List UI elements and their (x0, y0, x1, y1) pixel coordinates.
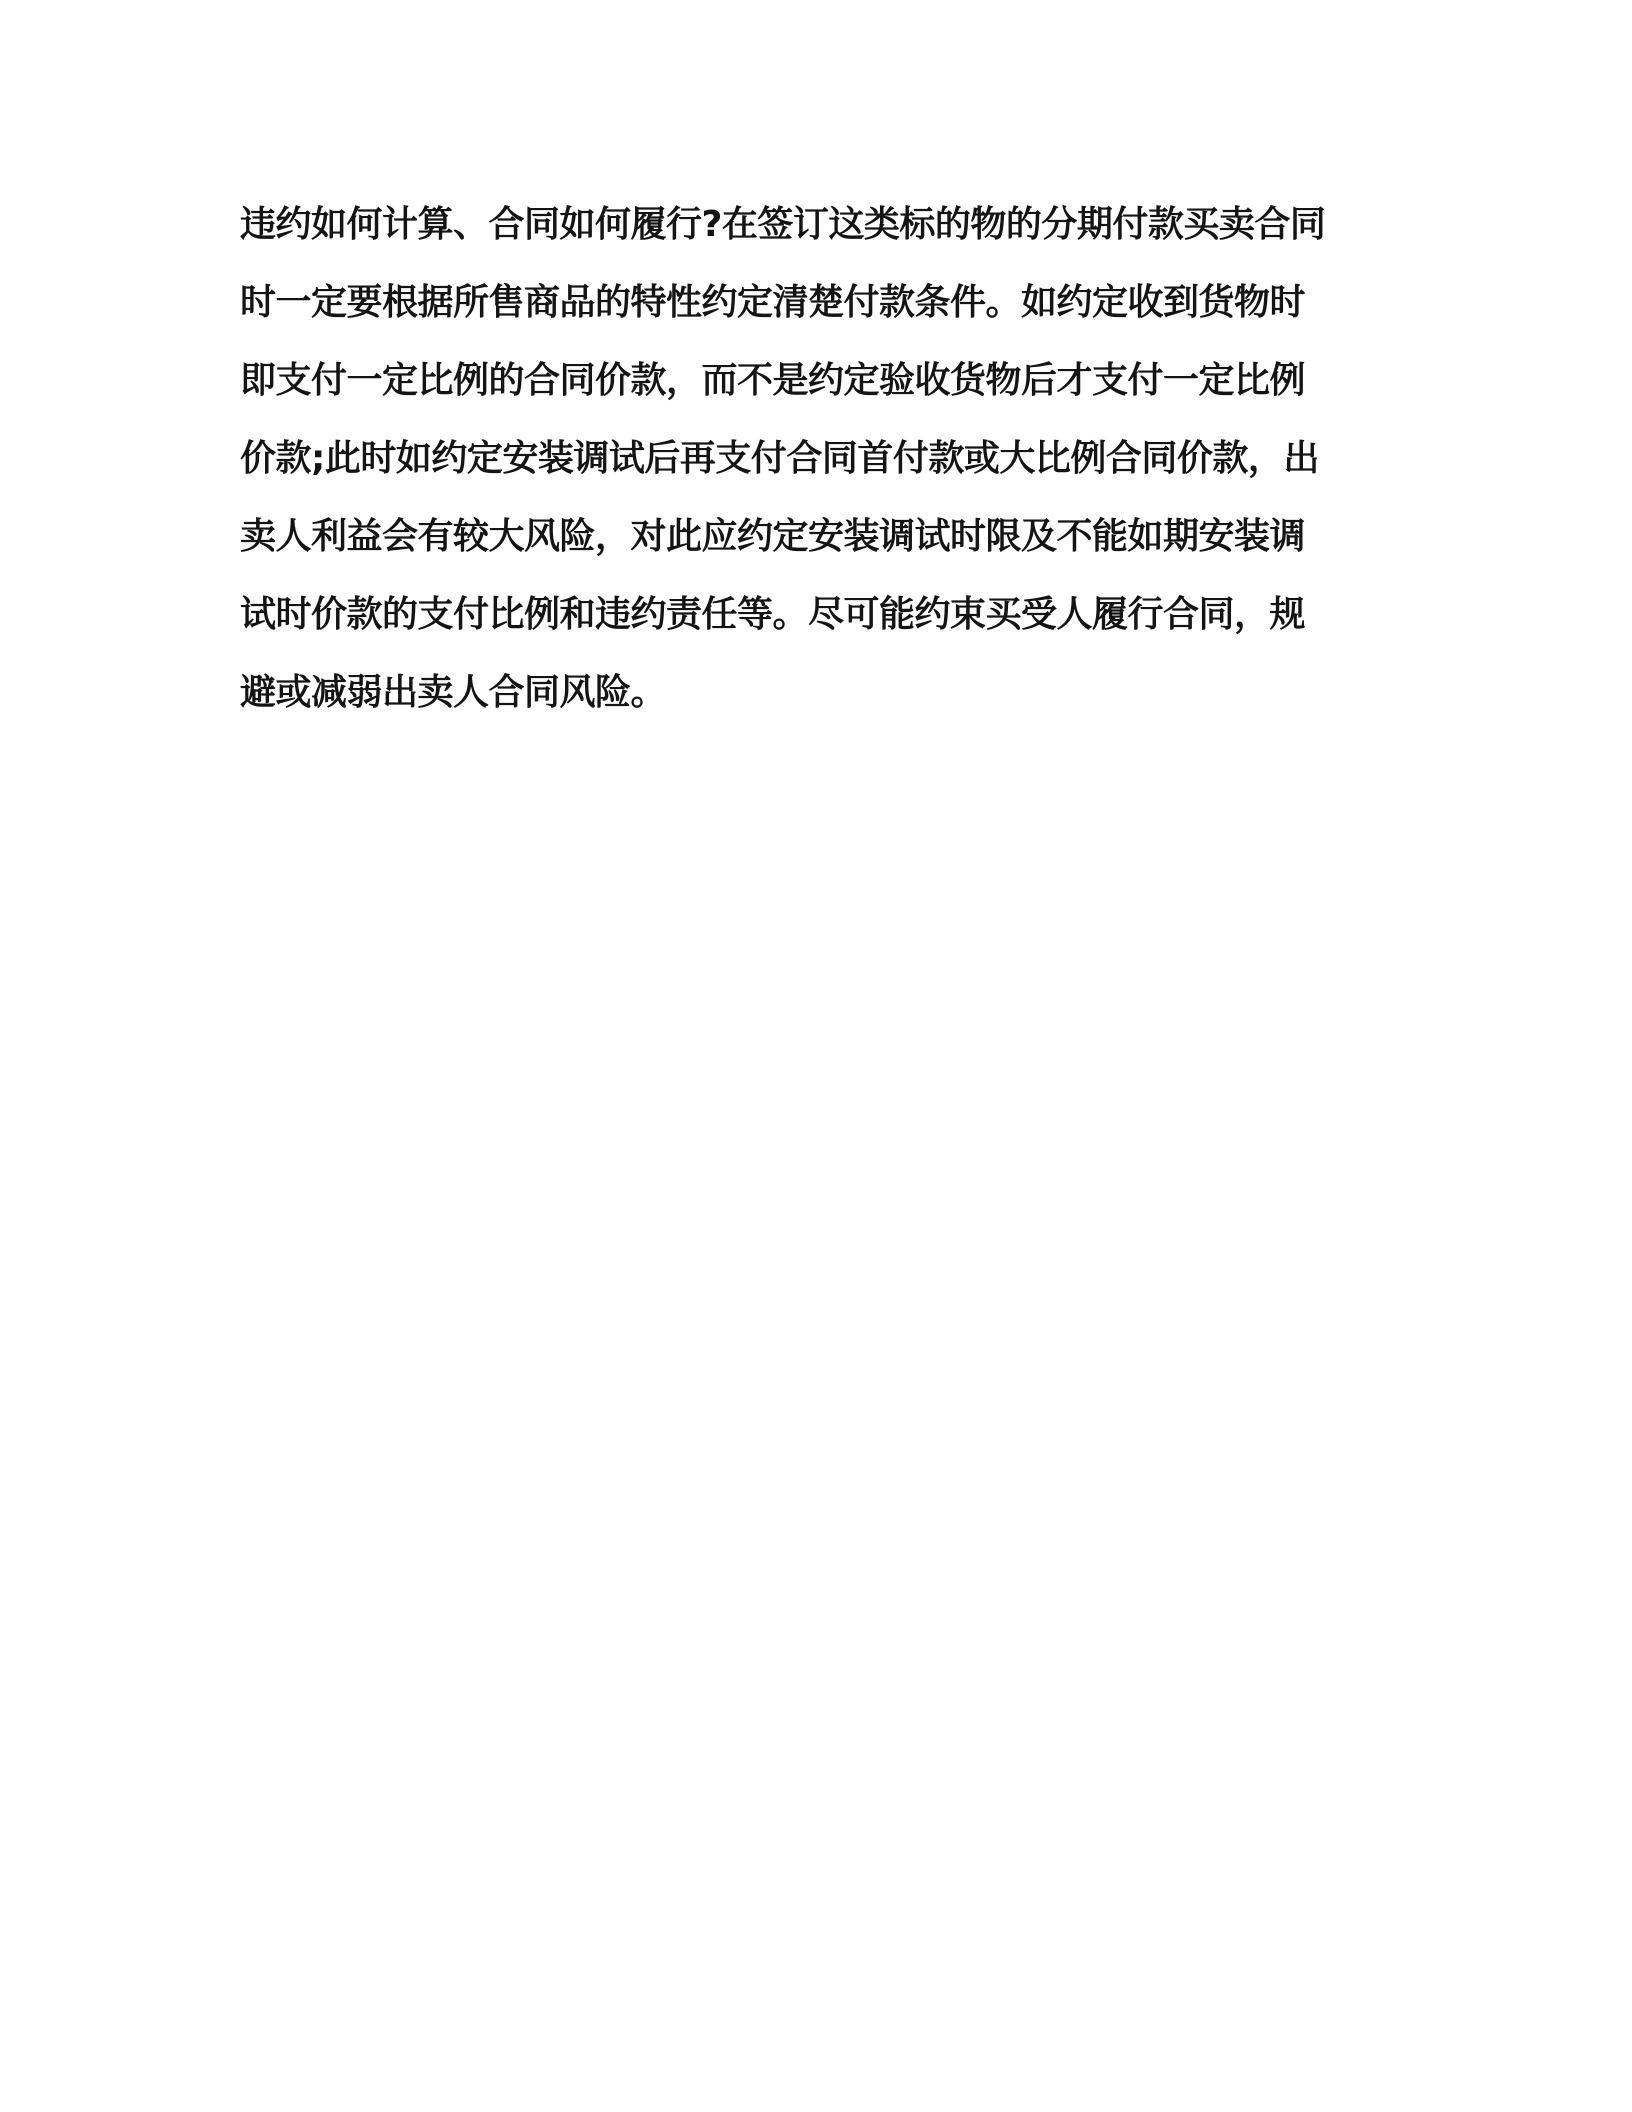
paragraph-line: 即支付一定比例的合同价款，而不是约定验收货物后才支付一定比例 (240, 360, 1306, 401)
paragraph-line: 违约如何计算、合同如何履行?在签订这类标的物的分期付款买卖合同 (240, 204, 1326, 245)
paragraph-line: 卖人利益会有较大风险，对此应约定安装调试时限及不能如期安装调 (240, 516, 1306, 557)
paragraph-line: 时一定要根据所售商品的特性约定清楚付款条件。如约定收到货物时 (240, 282, 1306, 323)
paragraph-line: 避或减弱出卖人合同风险。 (240, 672, 667, 713)
paragraph-line: 价款;此时如约定安装调试后再支付合同首付款或大比例合同价款，出 (240, 438, 1319, 479)
body-paragraph (240, 186, 1400, 732)
paragraph-line: 试时价款的支付比例和违约责任等。尽可能约束买受人履行合同，规 (240, 594, 1306, 635)
